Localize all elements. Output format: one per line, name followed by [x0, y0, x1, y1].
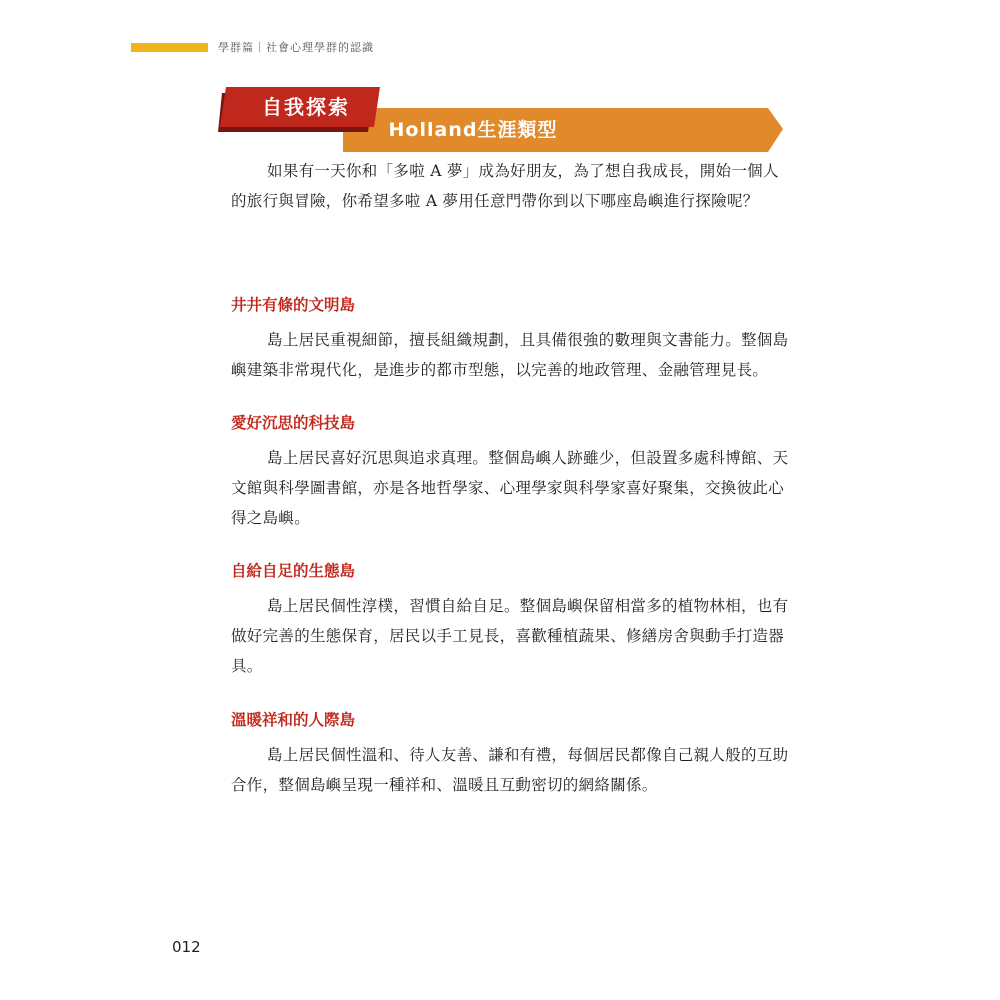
island-title: 井井有條的文明島: [231, 296, 356, 314]
page-number: 012: [172, 938, 201, 956]
section-banner: [218, 85, 788, 165]
island-body: 島上居民個性淳樸，習慣自給自足。整個島嶼保留相當多的植物林相，也有做好完善的生態保育，居民以手工見長，喜歡種植蔬果、修繕房舍與動手打造器具。: [231, 597, 789, 675]
island-title: 自給自足的生態島: [231, 562, 356, 580]
running-head: 學群篇｜社會心理學群的認識: [218, 41, 374, 54]
island-section-tech: [231, 411, 791, 533]
island-section-civilized: [231, 293, 791, 385]
island-body: 島上居民喜好沉思與追求真理。整個島嶼人跡雖少，但設置多處科博館、天文館與科學圖書館，亦是各地哲學家、心理學家與科學家喜好聚集，交換彼此心得之島嶼。: [231, 449, 789, 527]
island-title: 愛好沉思的科技島: [231, 414, 356, 432]
island-body: 島上居民個性溫和、待人友善、謙和有禮，每個居民都像自己親人般的互助合作，整個島嶼呈現一種祥和、溫暖且互動密切的網絡關係。: [231, 746, 789, 794]
banner-title-self-exploration: 自我探索: [262, 95, 350, 119]
banner-title-holland: Holland生涯類型: [388, 119, 558, 141]
island-section-social: [231, 708, 791, 800]
island-title: 溫暖祥和的人際島: [231, 711, 356, 729]
header-accent-bar: [131, 43, 208, 52]
island-body: 島上居民重視細節，擅長組織規劃，且具備很強的數理與文書能力。整個島嶼建築非常現代化，是進步的都市型態，以完善的地政管理、金融管理見長。: [231, 331, 789, 379]
island-section-eco: [231, 559, 791, 681]
intro-paragraph: 如果有一天你和「多啦 A 夢」成為好朋友，為了想自我成長，開始一個人的旅行與冒險，你希望多啦 A 夢用任意門帶你到以下哪座島嶼進行探險呢？: [231, 162, 779, 210]
